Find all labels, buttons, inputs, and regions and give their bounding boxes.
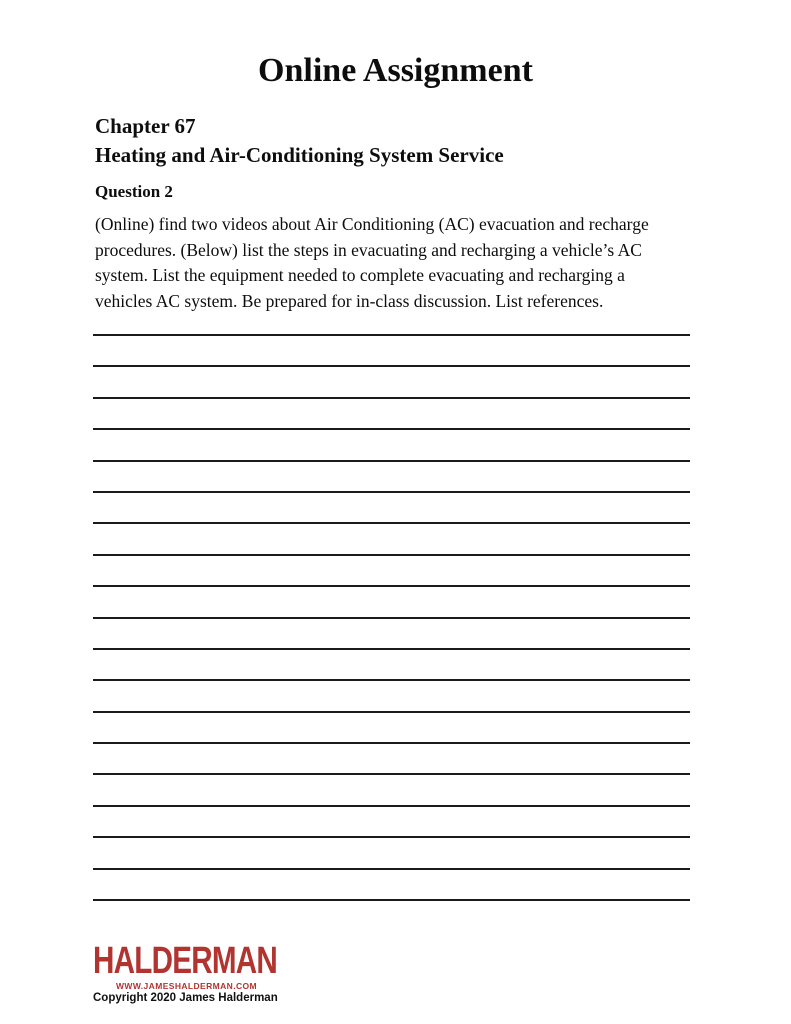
answer-line (93, 679, 690, 681)
answer-line (93, 491, 690, 493)
answer-line (93, 428, 690, 430)
answer-line (93, 554, 690, 556)
chapter-title: Heating and Air-Conditioning System Service (95, 143, 504, 167)
logo-website-text: WWW.JAMESHALDERMAN.COM (115, 981, 257, 991)
answer-lines (93, 334, 690, 930)
answer-line (93, 805, 690, 807)
instruction-line: system. List the equipment needed to complete evacuating and recharging a (95, 265, 625, 286)
answer-line (93, 585, 690, 587)
chapter-number: Chapter 67 (95, 114, 196, 138)
answer-line (93, 648, 690, 650)
answer-line (93, 365, 690, 367)
answer-line (93, 711, 690, 713)
answer-line (93, 868, 690, 870)
answer-line (93, 742, 690, 744)
answer-line (93, 397, 690, 399)
answer-line (93, 460, 690, 462)
instruction-line: (Online) find two videos about Air Conditioning (AC) evacuation and recharge (95, 214, 649, 234)
answer-line (93, 334, 690, 336)
answer-line (93, 522, 690, 524)
chapter-heading (95, 112, 504, 170)
answer-line (93, 773, 690, 775)
instruction-line: vehicles AC system. Be prepared for in-class discussion. List references. (95, 291, 604, 312)
copyright-text: Copyright 2020 James Halderman (93, 992, 278, 1004)
halderman-logo: HALDERMAN (93, 940, 277, 982)
question-label: Question 2 (95, 182, 173, 201)
footer (93, 942, 329, 1004)
question-instructions (95, 212, 705, 315)
page-title: Online Assignment (258, 52, 533, 89)
answer-line (93, 617, 690, 619)
answer-line (93, 899, 690, 901)
instruction-line: procedures. (Below) list the steps in evacuating and recharging a vehicle’s AC (95, 239, 642, 260)
answer-line (93, 836, 690, 838)
